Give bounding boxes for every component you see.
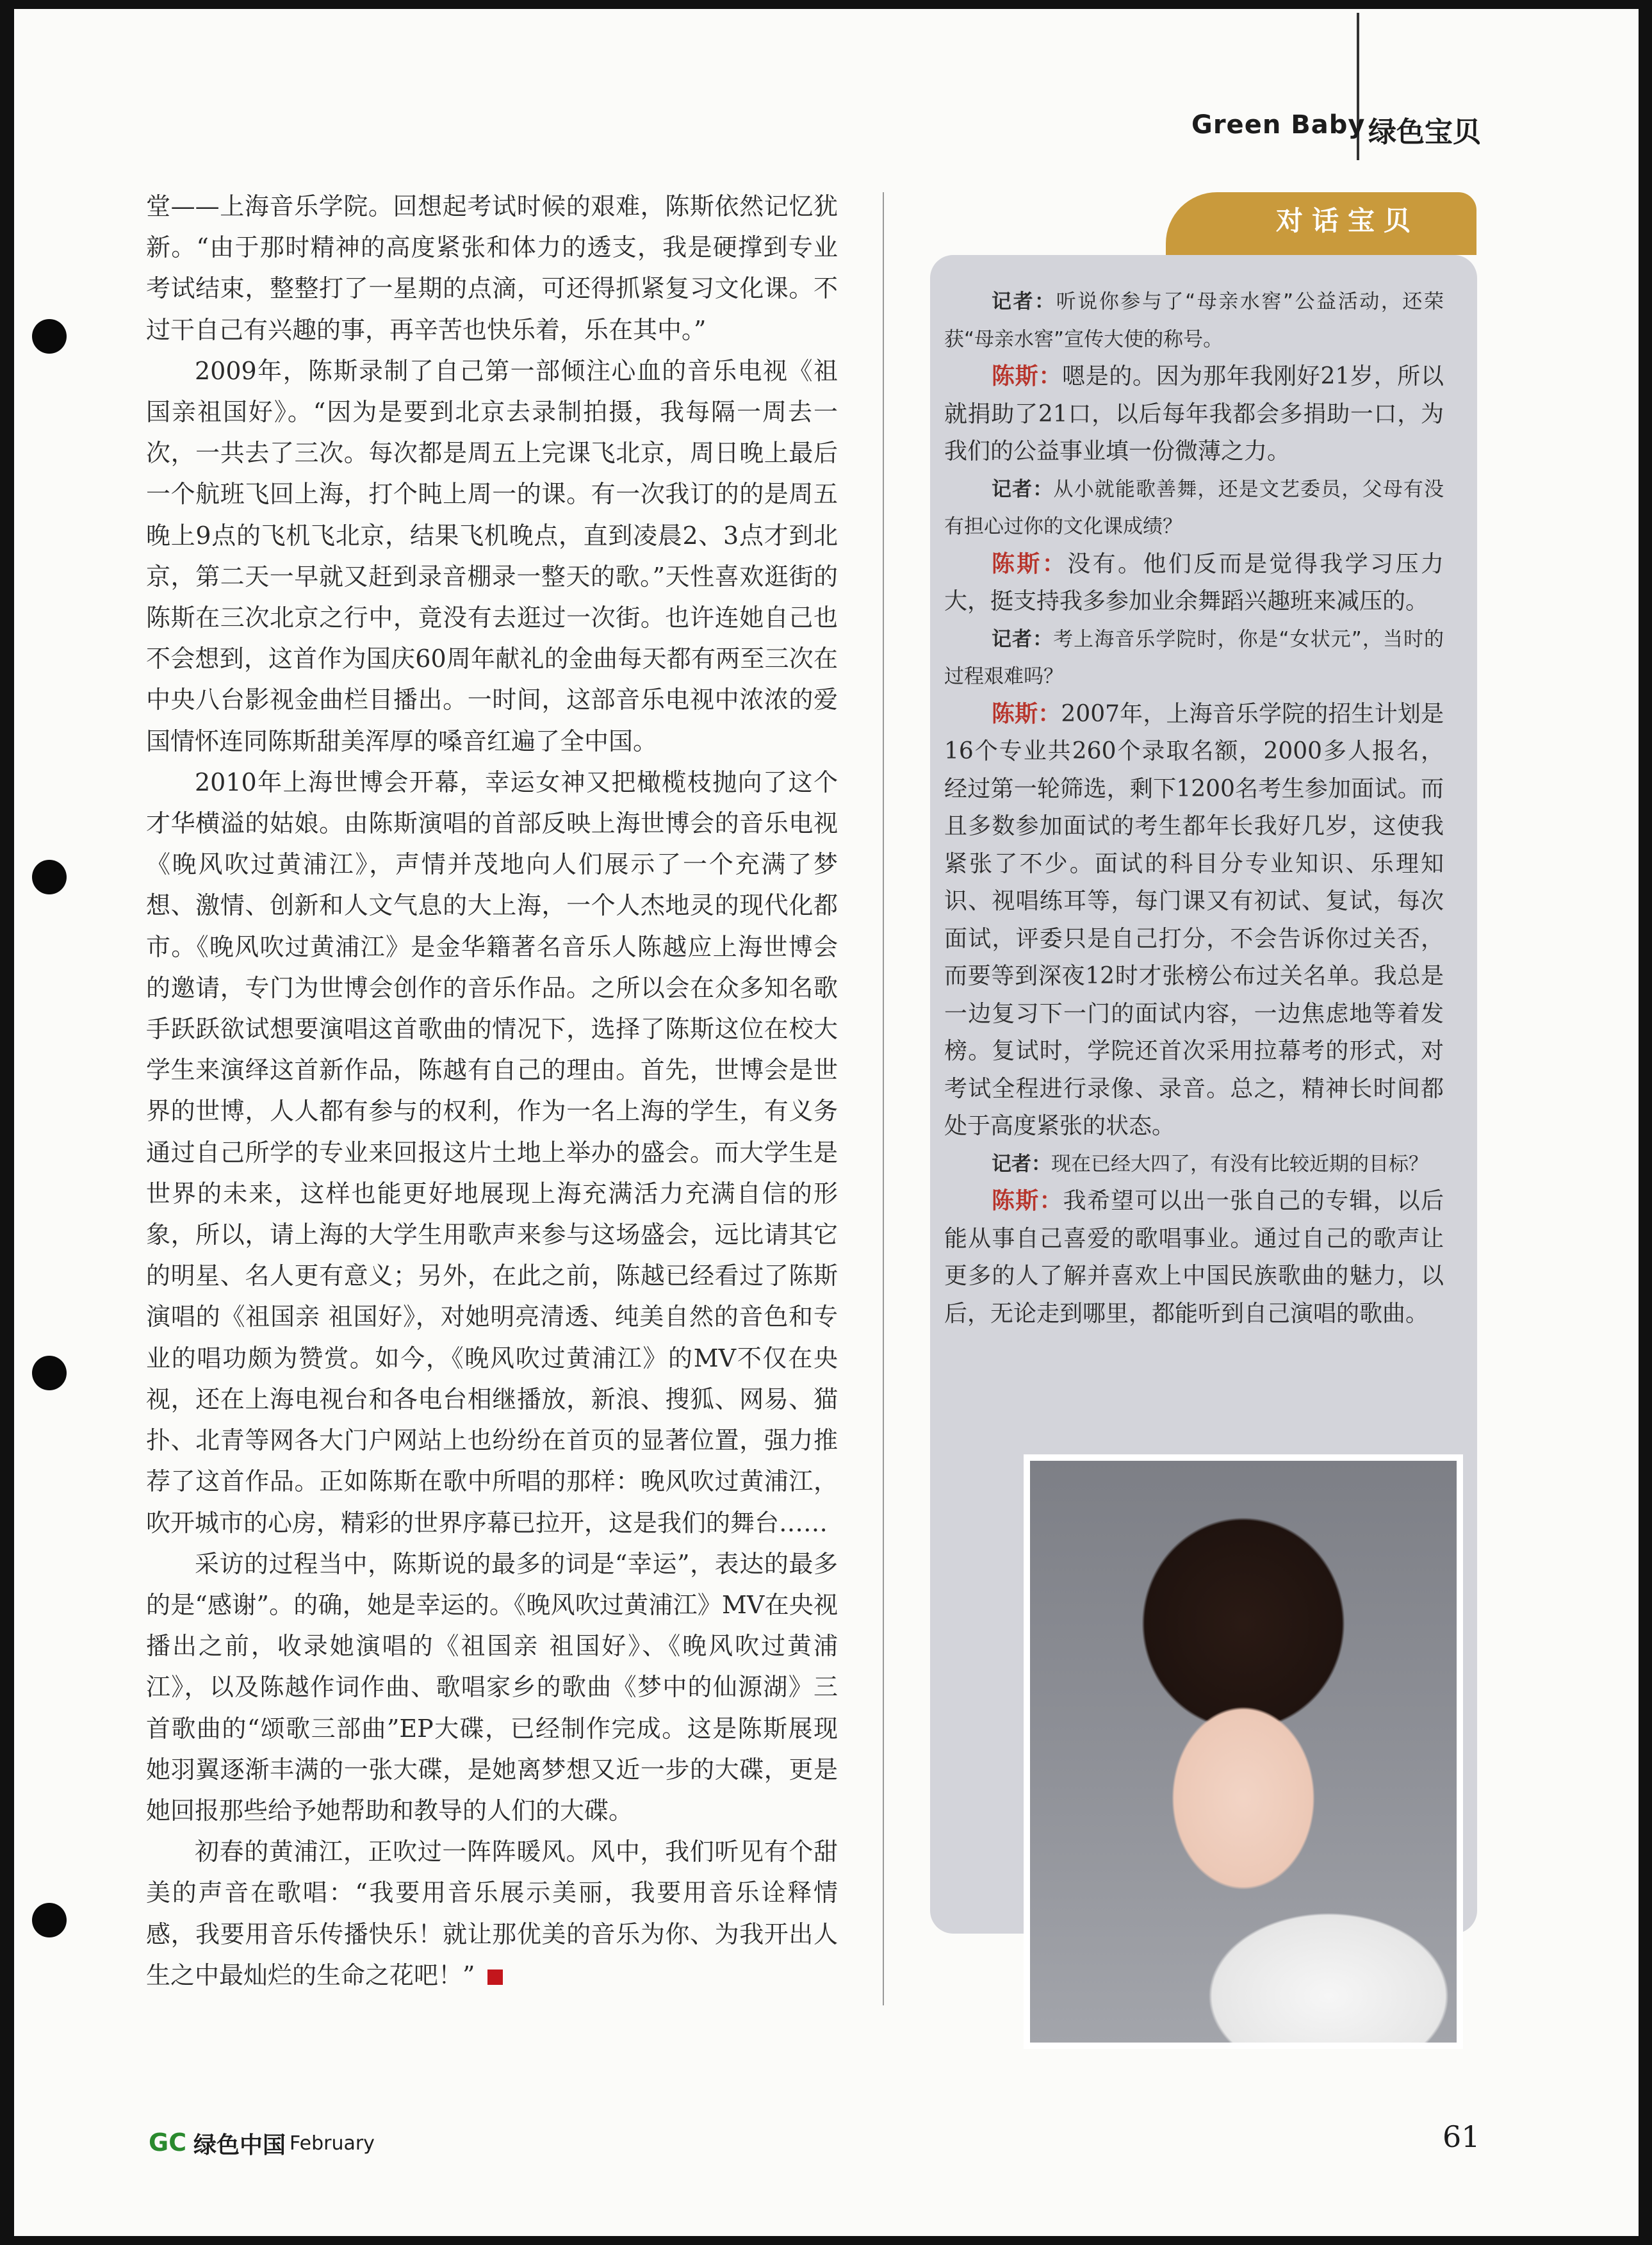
column-divider <box>883 192 884 2005</box>
question-text: 现在已经大四了，有没有比较近期的目标？ <box>1051 1152 1428 1176</box>
article-paragraph <box>146 1831 838 1996</box>
article-paragraph: 2010年上海世博会开幕，幸运女神又把橄榄枝抛向了这个才华横溢的姑娘。由陈斯演唱的首部反映上海世博会的音乐电视《晚风吹过黄浦江》，声情并茂地向人们展示了一个充满了梦想、激情、创新和人文气息的大上海，一个人杰地灵的现代化都市。《晚风吹过黄浦江》是金华籍著名音乐人陈越应上海世博会的邀请，专门为世博会创作的音乐作品。之所以会在众多知名歌手跃跃欲试想要演唱这首歌曲的情况下，选择了陈斯这位在校大学生来演绎这首新作品，陈越有自己的理由。首先，世博会是世界的世博，人人都有参与的权利，作为一名上海的学生，有义务通过自己所学的专业来回报这片土地上举办的盛会。而大学生是世界的未来，这样也能更好地展现上海充满活力充满自信的形象，所以，请上海的大学生用歌声来参与这场盛会，远比请其它的明星、名人更有意义；另外，在此之前，陈越已经看过了陈斯演唱的《祖国亲 祖国好》，对她明亮清透、纯美自然的音色和专业的唱功颇为赞赏。如今，《晚风吹过黄浦江》的MV不仅在央视，还在上海电视台和各电台相继播放，新浪、搜狐、网易、猫扑、北青等网各大门户网站上也纷纷在首页的显著位置，强力推荐了这首作品。正如陈斯在歌中所唱的那样：晚风吹过黄浦江，吹开城市的心房，精彩的世界序幕已拉开，这是我们的舞台…… <box>146 768 838 1537</box>
question-text: 听说你参与了“母亲水窖”公益活动，还荣获“母亲水窖”宣传大使的称号。 <box>944 290 1444 351</box>
page-number: 61 <box>1443 2119 1480 2154</box>
binder-hole <box>32 1903 67 1937</box>
interview-answer <box>944 358 1444 471</box>
interview-question <box>944 471 1444 546</box>
interview-question <box>944 621 1444 696</box>
speaker-label: 陈斯： <box>992 550 1068 577</box>
answer-text: 我希望可以出一张自己的专辑，以后能从事自己喜爱的歌唱事业。通过自己的歌声让更多的人了解并喜欢上中国民族歌曲的魅力，以后，无论走到哪里，都能听到自己演唱的歌曲。 <box>944 1188 1444 1327</box>
magazine-name: 绿色中国 <box>193 2132 286 2159</box>
speaker-label: 记者： <box>992 1152 1051 1176</box>
interview-question <box>944 283 1444 358</box>
speaker-label: 陈斯： <box>992 1188 1063 1214</box>
article-left-column <box>146 186 838 1996</box>
question-text: 考上海音乐学院时，你是“女状元”，当时的过程艰难吗？ <box>944 627 1444 688</box>
section-tag-label: 对话宝贝 <box>1276 205 1420 236</box>
answer-text: 2007年，上海音乐学院的招生计划是16个专业共260个录取名额，2000多人报名，经过第一轮筛选，剩下1200名考生参加面试。而且多数参加面试的考生都年长我好几岁，这使我紧张了不少。面试的科目分专业知识、乐理知识、视唱练耳等，每门课又有初试、复试，每次面试，评委只是自己打分，不会告诉你过关否，而要等到深夜12时才张榜公布过关名单。我总是一边复习下一门的面试内容，一边焦虑地等着发榜。复试时，学院还首次采用拉幕考的形式，对考试全程进行录像、录音。总之，精神长时间都处于高度紧张的状态。 <box>944 700 1444 1139</box>
question-text: 从小就能歌善舞，还是文艺委员，父母有没有担心过你的文化课成绩？ <box>944 477 1444 538</box>
section-title-cn: 绿色宝贝 <box>1368 116 1481 149</box>
answer-text: 没有。他们反而是觉得我学习压力大，挺支持我多参加业余舞蹈兴趣班来减压的。 <box>944 550 1444 614</box>
speaker-label: 记者： <box>992 477 1054 501</box>
article-paragraph: 2009年，陈斯录制了自己第一部倾注心血的音乐电视《祖国亲祖国好》。“因为是要到北京去录制拍摄，我每隔一周去一次，一共去了三次。每次都是周五上完课飞北京，周日晚上最后一个航班飞回上海，打个盹上周一的课。有一次我订的的是周五晚上9点的飞机飞北京，结果飞机晚点，直到凌晨2、3点才到北京，第二天一早就又赶到录音棚录一整天的歌。”天性喜欢逛街的陈斯在三次北京之行中，竟没有去逛过一次街。也许连她自己也不会想到，这首作为国庆60周年献礼的金曲每天都有两至三次在中央八台影视金曲栏目播出。一时间，这部音乐电视中浓浓的爱国情怀连同陈斯甜美浑厚的嗓音红遍了全中国。 <box>146 356 838 755</box>
binder-hole <box>32 860 67 894</box>
interview-answer <box>944 1183 1444 1333</box>
article-paragraph: 堂——上海音乐学院。回想起考试时候的艰难，陈斯依然记忆犹新。“由于那时精神的高度紧张和体力的透支，我是硬撑到专业考试结束，整整打了一星期的点滴，可还得抓紧复习文化课。不过干自己有兴趣的事，再辛苦也快乐着，乐在其中。” <box>146 192 838 344</box>
interview-body <box>944 283 1444 1333</box>
speaker-label: 记者： <box>992 290 1056 313</box>
issue-month: February <box>290 2132 375 2155</box>
article-paragraph: 采访的过程当中，陈斯说的最多的词是“幸运”，表达的最多的是“感谢”。的确，她是幸运的。《晚风吹过黄浦江》MV在央视播出之前，收录她演唱的《祖国亲 祖国好》、《晚风吹过黄浦江》，以及陈越作词作曲、歌唱家乡的歌曲《梦中的仙源湖》三首歌曲的“颂歌三部曲”EP大碟，已经制作完成。这是陈斯展现她羽翼逐渐丰满的一张大碟，是她离梦想又近一步的大碟，更是她回报那些给予她帮助和教导的人们的大碟。 <box>146 1549 838 1825</box>
magazine-logo: GC <box>149 2128 187 2157</box>
speaker-label: 记者： <box>992 627 1054 651</box>
answer-text: 嗯是的。因为那年我刚好21岁，所以就捐助了21口，以后每年我都会多捐助一口，为我们的公益事业填一份微薄之力。 <box>944 363 1444 465</box>
section-title-en: Green Baby <box>1191 110 1366 140</box>
portrait-photo <box>1024 1454 1463 2049</box>
closing-paragraph-text: 初春的黄浦江，正吹过一阵阵暖风。风中，我们听见有个甜美的声音在歌唱：“我要用音乐展示美丽，我要用音乐诠释情感，我要用音乐传播快乐！就让那优美的音乐为你、为我开出人生之中最灿烂的生命之花吧！” <box>146 1838 838 1989</box>
binder-hole <box>32 319 67 354</box>
speaker-label: 陈斯： <box>992 700 1061 727</box>
interview-question <box>944 1146 1444 1183</box>
end-mark-icon <box>487 1970 503 1985</box>
speaker-label: 陈斯： <box>992 363 1063 390</box>
binder-hole <box>32 1356 67 1390</box>
interview-answer <box>944 696 1444 1146</box>
interview-answer <box>944 546 1444 621</box>
